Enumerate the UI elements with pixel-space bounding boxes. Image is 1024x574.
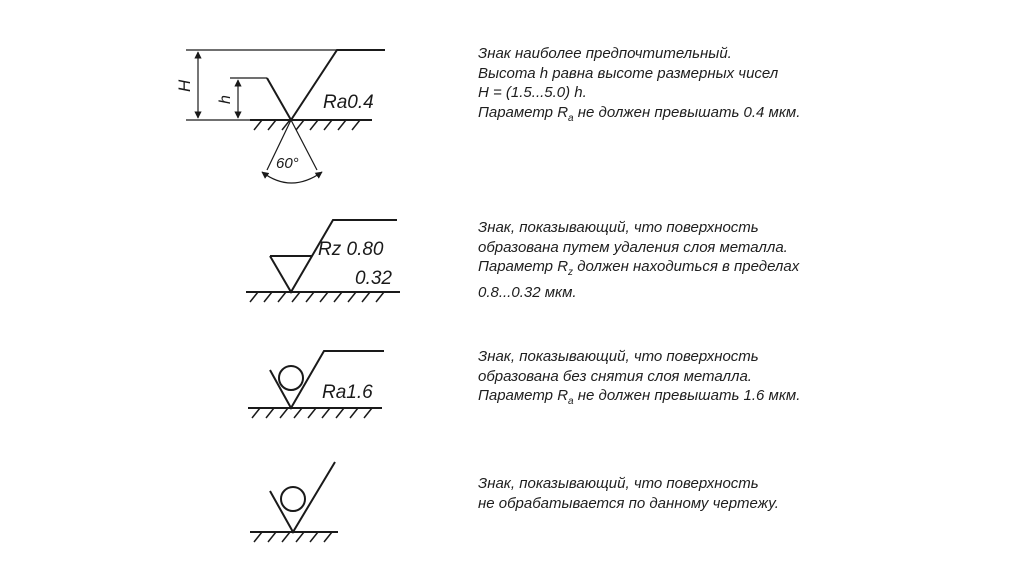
angle-arc [262,172,322,183]
roughness-sign [270,462,335,532]
desc-line: образована без снятия слоя металла. [478,367,752,385]
description-not-machined [478,474,779,513]
description-preferred [478,44,800,128]
desc-line: H = (1.5...5.0) h. [478,84,587,101]
symbol-not-machined [250,462,338,542]
surface-hatching [252,408,372,418]
no-removal-circle [281,487,305,511]
desc-param-line: Параметр $R_a$ не должен превышать 1.6 мкм. [478,387,801,407]
param-ra-0-4: Ra0.4 [323,92,374,113]
param-rz-0-32: 0.32 [355,268,392,289]
desc-param-line: Параметр $R_z$ должен находиться в пределах [478,258,800,278]
desc-line: образована путем удаления слоя металла. [478,238,788,256]
description-material-removal [478,218,799,302]
symbol-material-removal [246,220,400,302]
desc-line: Знак, показывающий, что поверхность [478,219,759,236]
surface-hatching [254,120,360,130]
desc-line: Знак наиболее предпочтительный. [478,45,732,62]
desc-line: Знак, показывающий, что поверхность [478,475,759,492]
param-rz-0-80: Rz 0.80 [318,239,384,260]
label-h: h [217,95,234,104]
desc-line: Знак, показывающий, что поверхность [478,348,759,365]
description-no-material-removal [478,347,800,412]
param-ra-1-6: Ra1.6 [322,382,373,403]
desc-line: Высота h равна высоте размерных чисел [478,64,779,82]
desc-line: не обрабатывается по данному чертежу. [478,494,779,512]
surface-hatching [250,292,384,302]
desc-line: 0.8...0.32 мкм. [478,283,577,301]
no-removal-circle [279,366,303,390]
label-H: H [175,79,194,92]
angle-label: 60° [276,155,299,172]
desc-param-line: Параметр $R_a$ не должен превышать 0.4 мкм. [478,103,801,124]
